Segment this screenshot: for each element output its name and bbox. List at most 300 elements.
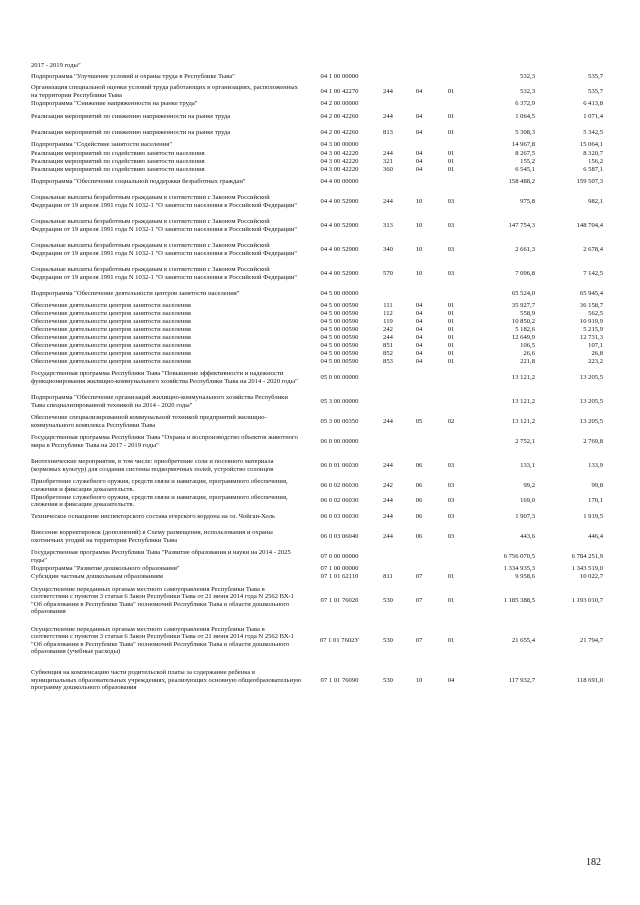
row-name: Организация специальной оценки условий труда работающих в организациях, расположенных на территории Республики Тыва — [31, 84, 298, 99]
row-expense-type: 853 — [383, 357, 393, 365]
row-section: 07 — [415, 572, 423, 580]
row-subsection: 01 — [447, 149, 455, 157]
row-code: 05 3 00 00000 — [320, 397, 359, 405]
row-expense-type: 244 — [383, 461, 393, 469]
row-expense-type: 530 — [383, 636, 393, 644]
row-amount-year-2: 65 945,4 — [579, 289, 603, 297]
row-section: 10 — [415, 197, 423, 205]
row-amount-year-2: 5 342,5 — [583, 128, 603, 136]
row-subsection — [433, 549, 469, 565]
row-code: 07 1 00 00000 — [320, 564, 359, 572]
row-subsection: 01 — [447, 333, 455, 341]
row-subsection — [433, 366, 469, 390]
row-code: 07 0 00 00000 — [320, 552, 359, 560]
row-subsection: 03 — [447, 461, 455, 469]
row-amount-year-2: 1 071,4 — [583, 112, 603, 120]
row-code: 04 5 00 00000 — [320, 289, 359, 297]
row-name: Государственная программа Республики Тыва "Повышение эффективности и надежности функционирования жилищно-коммунального хозяйства Республики Тыва на 2014 - 2020 годы" — [31, 370, 298, 385]
row-name: Субвенция на компенсацию части родительской платы за содержание ребенка в муниципальных образовательных учреждениях, реализующих основную общеобразовательную программу дошкольного образования — [31, 669, 302, 692]
table-row — [31, 334, 603, 342]
row-section — [405, 174, 433, 190]
row-amount-year-1 — [469, 62, 535, 70]
row-section: 10 — [415, 245, 423, 253]
row-name: Подпрограмма "Обеспечение деятельности центров занятости населения" — [31, 289, 240, 297]
row-code: 04 3 00 42220 — [320, 149, 359, 157]
row-amount-year-2: 562,5 — [588, 309, 603, 317]
row-section: 07 — [415, 636, 423, 644]
row-amount-year-1: 155,2 — [520, 157, 535, 165]
row-name: Подпрограмма "Обеспечение организаций жилищно-коммунального хозяйства Республики Тыва специализированной техникой на 2014 - 2020 годы" — [31, 394, 288, 409]
row-expense-type: 244 — [383, 197, 393, 205]
table-row — [31, 190, 603, 214]
row-expense-type: 244 — [383, 333, 393, 341]
row-section: 06 — [415, 497, 423, 505]
row-amount-year-1: 1 334 935,3 — [503, 564, 535, 572]
table-row — [31, 525, 603, 549]
table-row — [31, 454, 603, 478]
row-code: 04 2 00 00000 — [320, 100, 359, 108]
row-amount-year-1: 147 754,3 — [508, 221, 535, 229]
row-code: 04 5 00 00590 — [320, 349, 359, 357]
row-amount-year-2: 107,1 — [588, 341, 603, 349]
table-row — [31, 150, 603, 158]
row-expense-type: 530 — [383, 596, 393, 604]
row-expense-type — [371, 62, 405, 70]
table-row — [31, 350, 603, 358]
row-section — [405, 565, 433, 573]
row-amount-year-1: 5 308,3 — [515, 128, 535, 136]
row-code: 06 0 02 06030 — [320, 481, 359, 489]
row-section: 10 — [415, 221, 423, 229]
row-expense-type — [371, 100, 405, 109]
row-amount-year-1: 1 064,5 — [515, 112, 535, 120]
row-expense-type: 530 — [383, 676, 393, 684]
row-expense-type: 119 — [383, 317, 393, 325]
row-subsection: 01 — [447, 87, 455, 95]
row-subsection: 01 — [447, 349, 455, 357]
row-amount-year-2: 170,1 — [588, 497, 603, 505]
row-amount-year-1: 5 182,6 — [515, 325, 535, 333]
row-amount-year-2: 118 691,0 — [576, 676, 603, 684]
row-code: 04 5 00 00590 — [320, 301, 359, 309]
row-name: Реализация мероприятий по снижению напряженности на рынке труда — [31, 112, 231, 120]
row-section — [405, 100, 433, 109]
row-name: Обеспечение деятельности центров занятости населения — [31, 309, 191, 317]
row-name: Обеспечение деятельности центров занятости населения — [31, 317, 191, 325]
row-code: 04 2 00 42260 — [320, 112, 359, 120]
row-code: 07 1 01 62110 — [320, 572, 359, 580]
table-row — [31, 581, 603, 621]
row-expense-type: 811 — [383, 572, 393, 580]
row-subsection: 03 — [447, 497, 455, 505]
row-name: Обеспечение деятельности центров занятости населения — [31, 333, 191, 341]
row-amount-year-1: 975,8 — [520, 197, 535, 205]
row-section: 10 — [415, 676, 423, 684]
row-expense-type: 313 — [383, 221, 393, 229]
table-row — [31, 366, 603, 390]
row-name: Внесение корректировок (дополнений) в Схему размещения, использования и охраны охотничьих угодий на территории Республики Тыва — [31, 529, 273, 544]
row-name: Осуществление переданных органам местного самоуправления Республики Тыва в соответствии с пунктом 3 статьи 6 Закон Республики Тыва от 21 июня 2014 года N 2562 ВХ-1 "Об образовании в Республике Тыва" полномочий Республики Тыва в области дошкольного образования — [31, 585, 295, 615]
row-name: Подпрограмма "Развитие дошкольного образования" — [31, 564, 180, 572]
row-amount-year-2: 10 022,7 — [579, 572, 603, 580]
row-expense-type — [371, 366, 405, 390]
row-amount-year-1: 7 096,8 — [515, 269, 535, 277]
row-subsection: 03 — [447, 197, 455, 205]
row-subsection: 01 — [447, 128, 455, 136]
row-code: 07 1 01 76090 — [320, 676, 359, 684]
row-code: 07 1 01 76020 — [320, 596, 359, 604]
table-row — [31, 109, 603, 125]
table-row — [31, 661, 603, 701]
row-expense-type: 242 — [383, 481, 393, 489]
table-row — [31, 158, 603, 166]
row-section — [405, 366, 433, 390]
row-expense-type: 321 — [383, 157, 393, 165]
row-amount-year-2: 99,8 — [591, 481, 603, 489]
table-row — [31, 326, 603, 334]
row-code: 04 1 00 00000 — [320, 72, 359, 80]
row-subsection — [433, 62, 469, 70]
row-name: Обеспечение деятельности центров занятости населения — [31, 301, 191, 309]
row-code: 04 4 00 00000 — [320, 177, 359, 185]
table-row — [31, 141, 603, 150]
row-name: Социальные выплаты безработным гражданам в соответствии с Законом Российской Федерации от 19 апреля 1991 года N 1032-1 "О занятости населения в Российской Федерации" — [31, 266, 298, 281]
row-amount-year-2: 10 919,9 — [579, 317, 603, 325]
table-row — [31, 573, 603, 581]
row-amount-year-1: 8 267,5 — [515, 149, 535, 157]
row-name: Социальные выплаты безработным гражданам в соответствии с Законом Российской Федерации от 19 апреля 1991 года N 1032-1 "О занятости населения в Российской Федерации" — [31, 194, 298, 209]
row-section: 04 — [415, 87, 423, 95]
row-expense-type — [371, 70, 405, 84]
row-subsection — [433, 565, 469, 573]
table-row — [31, 214, 603, 238]
row-code: 04 4 00 52900 — [320, 197, 359, 205]
row-name: Реализация мероприятий по содействию занятости населения — [31, 149, 205, 157]
row-expense-type — [371, 174, 405, 190]
row-name: 2017 - 2019 годы" — [31, 62, 81, 69]
table-row — [31, 302, 603, 310]
row-amount-year-2: 36 158,7 — [579, 301, 603, 309]
row-subsection — [433, 390, 469, 414]
table-row — [31, 174, 603, 190]
row-section — [405, 549, 433, 565]
row-expense-type: 111 — [383, 301, 393, 309]
row-amount-year-1: 13 121,2 — [511, 397, 535, 405]
row-expense-type — [371, 565, 405, 573]
row-section — [405, 141, 433, 150]
row-expense-type: 244 — [383, 417, 393, 425]
row-code: 06 0 03 06040 — [320, 532, 359, 540]
row-amount-year-1: 12 649,9 — [511, 333, 535, 341]
row-code: 05 0 00 00000 — [320, 373, 359, 381]
table-row — [31, 125, 603, 141]
row-expense-type: 244 — [383, 112, 393, 120]
table-row — [31, 342, 603, 350]
row-section: 04 — [415, 157, 423, 165]
row-amount-year-1: 9 958,6 — [515, 572, 535, 580]
row-name: Техническое оснащение инспекторского состава егерского кордона на оз. Чойган-Холь — [31, 512, 276, 520]
row-expense-type: 244 — [383, 532, 393, 540]
row-expense-type: 360 — [383, 165, 393, 173]
row-subsection — [433, 286, 469, 302]
row-code: 04 5 00 00590 — [320, 309, 359, 317]
row-name: Реализация мероприятий по содействию занятости населения — [31, 157, 205, 165]
row-name: Обеспечение деятельности центров занятости населения — [31, 349, 191, 357]
row-code: 04 3 00 42220 — [320, 165, 359, 173]
row-code: 04 3 00 42220 — [320, 157, 359, 165]
row-section: 07 — [415, 596, 423, 604]
row-name: Субсидии частным дошкольным образованиям — [31, 572, 163, 580]
row-expense-type — [371, 390, 405, 414]
row-section: 04 — [415, 341, 423, 349]
row-name: Обеспечение специализированной коммунальной техникой предприятий жилищно-коммунального комплекса Республики Тыва — [31, 414, 267, 429]
row-expense-type: 570 — [383, 269, 393, 277]
row-section: 04 — [415, 357, 423, 365]
table-row — [31, 100, 603, 109]
row-name: Государственная программа Республики Тыва "Развитие образования и науки на 2014 - 2025 годы" — [31, 549, 291, 564]
row-amount-year-1: 1 185 388,5 — [503, 596, 535, 604]
row-section — [405, 430, 433, 454]
row-subsection — [433, 141, 469, 150]
table-row — [31, 262, 603, 286]
table-row — [31, 509, 603, 525]
row-amount-year-2: 6 413,8 — [583, 100, 603, 108]
row-section — [405, 70, 433, 84]
row-amount-year-1: 26,6 — [523, 349, 535, 357]
row-name: Подпрограмма "Снижение напряженности на рынке труда" — [31, 100, 198, 108]
row-amount-year-1: 6 756 070,5 — [503, 552, 535, 560]
row-amount-year-1: 65 524,0 — [511, 289, 535, 297]
row-amount-year-2: 446,4 — [588, 532, 603, 540]
row-section: 06 — [415, 512, 423, 520]
row-section: 04 — [415, 128, 423, 136]
table-row — [31, 62, 603, 70]
row-section — [405, 62, 433, 70]
row-amount-year-1: 158 488,2 — [508, 177, 535, 185]
row-code: 06 0 03 06030 — [320, 512, 359, 520]
row-name: Социальные выплаты безработным гражданам в соответствии с Законом Российской Федерации от 19 апреля 1991 года N 1032-1 "О занятости населения в Российской Федерации" — [31, 242, 298, 257]
table-row — [31, 358, 603, 366]
row-subsection: 01 — [447, 572, 455, 580]
table-row — [31, 390, 603, 414]
row-name: Обеспечение деятельности центров занятости населения — [31, 341, 191, 349]
row-subsection: 01 — [447, 325, 455, 333]
row-subsection: 01 — [447, 309, 455, 317]
row-subsection: 01 — [447, 636, 455, 644]
row-amount-year-1: 13 121,2 — [511, 373, 535, 381]
row-amount-year-1: 532,3 — [520, 72, 535, 80]
row-subsection: 04 — [447, 676, 455, 684]
row-expense-type — [371, 549, 405, 565]
row-amount-year-2: 223,2 — [588, 357, 603, 365]
row-amount-year-1: 35 927,7 — [511, 301, 535, 309]
row-amount-year-2: 535,7 — [588, 87, 603, 95]
row-expense-type — [371, 430, 405, 454]
row-section: 04 — [415, 309, 423, 317]
row-subsection — [433, 70, 469, 84]
row-section: 04 — [415, 333, 423, 341]
row-amount-year-1: 1 907,3 — [515, 512, 535, 520]
row-expense-type — [371, 286, 405, 302]
row-amount-year-2: 1 919,5 — [583, 512, 603, 520]
row-expense-type — [371, 141, 405, 150]
row-name: Реализация мероприятий по снижению напряженности на рынке труда — [31, 128, 231, 136]
row-expense-type: 244 — [383, 149, 393, 157]
table-row — [31, 414, 603, 430]
row-name: Приобретение служебного оружия, средств связи и навигации, программного обеспечения, слежения и фиксации доказательств. — [31, 478, 288, 493]
row-section: 05 — [415, 417, 423, 425]
row-code: 04 5 00 00590 — [320, 317, 359, 325]
row-name: Приобретение служебного оружия, средств связи и навигации, программного обеспечения, слежения и фиксации доказательств. — [31, 493, 288, 508]
row-subsection: 01 — [447, 341, 455, 349]
row-name: Обеспечение деятельности центров занятости населения — [31, 325, 191, 333]
row-amount-year-2: 13 205,5 — [579, 373, 603, 381]
table-row — [31, 318, 603, 326]
row-section — [405, 286, 433, 302]
row-section: 04 — [415, 165, 423, 173]
table-row — [31, 478, 603, 494]
row-code: 04 4 00 52900 — [320, 245, 359, 253]
row-amount-year-2: 6 587,1 — [583, 165, 603, 173]
row-expense-type: 244 — [383, 87, 393, 95]
row-subsection: 01 — [447, 301, 455, 309]
row-subsection: 03 — [447, 269, 455, 277]
row-amount-year-1: 13 121,2 — [511, 417, 535, 425]
row-code: 04 2 00 42260 — [320, 128, 359, 136]
row-name: Реализация мероприятий по содействию занятости населения — [31, 165, 205, 173]
row-amount-year-2: 8 320,7 — [583, 149, 603, 157]
row-code: 04 5 00 00590 — [320, 341, 359, 349]
table-row — [31, 621, 603, 661]
row-section: 06 — [415, 461, 423, 469]
row-amount-year-1: 2 661,3 — [515, 245, 535, 253]
row-section: 06 — [415, 532, 423, 540]
row-name: Социальные выплаты безработным гражданам в соответствии с Законом Российской Федерации от 19 апреля 1991 года N 1032-1 "О занятости населения в Российской Федерации" — [31, 218, 298, 233]
table-row — [31, 70, 603, 84]
row-expense-type: 813 — [383, 128, 393, 136]
row-subsection: 01 — [447, 596, 455, 604]
table-row — [31, 549, 603, 565]
row-code: 04 4 00 52900 — [320, 221, 359, 229]
row-amount-year-2: 1 193 010,7 — [571, 596, 603, 604]
row-subsection: 02 — [447, 417, 455, 425]
row-amount-year-2: 2 678,4 — [583, 245, 603, 253]
row-amount-year-2: 1 343 519,0 — [571, 564, 603, 572]
row-code: 06 0 00 00000 — [320, 437, 359, 445]
row-name: Обеспечение деятельности центров занятости населения — [31, 357, 191, 365]
row-amount-year-2: 6 784 251,9 — [571, 552, 603, 560]
table-row — [31, 310, 603, 318]
row-amount-year-1: 6 545,1 — [515, 165, 535, 173]
row-subsection: 03 — [447, 245, 455, 253]
row-amount-year-2: 156,2 — [588, 157, 603, 165]
row-subsection — [433, 174, 469, 190]
row-amount-year-2: 13 205,5 — [579, 417, 603, 425]
row-amount-year-2: 2 769,8 — [583, 437, 603, 445]
row-amount-year-1: 443,6 — [520, 532, 535, 540]
row-section: 04 — [415, 112, 423, 120]
row-amount-year-1: 169,0 — [520, 497, 535, 505]
row-code: 04 5 00 00590 — [320, 325, 359, 333]
row-amount-year-1: 558,9 — [520, 309, 535, 317]
row-amount-year-1: 221,8 — [520, 357, 535, 365]
row-code: 06 0 02 06030 — [320, 497, 359, 505]
row-subsection: 03 — [447, 532, 455, 540]
row-amount-year-1: 133,1 — [520, 461, 535, 469]
page-number: 182 — [586, 857, 601, 868]
row-amount-year-1: 117 932,7 — [508, 676, 535, 684]
row-amount-year-1: 532,3 — [520, 87, 535, 95]
row-section: 10 — [415, 269, 423, 277]
row-amount-year-2: 159 507,3 — [576, 177, 603, 185]
row-name: Подпрограмма "Обеспечение социальной поддержки безработных граждан" — [31, 177, 246, 185]
table-row — [31, 286, 603, 302]
row-section: 06 — [415, 481, 423, 489]
row-section: 04 — [415, 301, 423, 309]
row-expense-type: 112 — [383, 309, 393, 317]
row-code: 04 3 00 00000 — [320, 141, 359, 149]
row-code: 07 1 01 7602У — [319, 636, 360, 644]
row-amount-year-1: 2 752,1 — [515, 437, 535, 445]
row-amount-year-2: 26,8 — [591, 349, 603, 357]
row-amount-year-2: 7 142,5 — [583, 269, 603, 277]
row-section: 04 — [415, 349, 423, 357]
row-subsection: 01 — [447, 157, 455, 165]
row-amount-year-1: 99,2 — [523, 481, 535, 489]
budget-table — [31, 62, 603, 701]
table-row — [31, 166, 603, 174]
row-expense-type: 851 — [383, 341, 393, 349]
row-subsection: 01 — [447, 165, 455, 173]
row-amount-year-2: 535,7 — [588, 72, 603, 80]
table-row — [31, 84, 603, 100]
row-amount-year-1: 6 372,9 — [515, 100, 535, 108]
row-expense-type: 340 — [383, 245, 393, 253]
row-subsection: 03 — [447, 512, 455, 520]
row-section — [405, 390, 433, 414]
row-amount-year-1: 10 850,2 — [511, 317, 535, 325]
row-amount-year-2: 148 704,4 — [576, 221, 603, 229]
row-amount-year-2 — [535, 62, 603, 70]
row-expense-type: 242 — [383, 325, 393, 333]
row-code: 04 5 00 00590 — [320, 333, 359, 341]
row-subsection: 01 — [447, 317, 455, 325]
row-amount-year-2: 982,1 — [588, 197, 603, 205]
row-amount-year-2: 5 215,9 — [583, 325, 603, 333]
row-amount-year-2: 133,9 — [588, 461, 603, 469]
row-expense-type: 244 — [383, 512, 393, 520]
row-expense-type: 244 — [383, 497, 393, 505]
row-subsection — [433, 430, 469, 454]
row-subsection: 03 — [447, 481, 455, 489]
row-code: 04 5 00 00590 — [320, 357, 359, 365]
row-code: 04 4 00 52900 — [320, 269, 359, 277]
row-subsection: 03 — [447, 221, 455, 229]
row-name: Государственная программа Республики Тыва "Охрана и воспроизводство объектов животного мира в Республике Тыва на 2017 - 2019 годы" — [31, 434, 298, 449]
row-amount-year-1: 14 967,8 — [511, 141, 535, 149]
table-row — [31, 494, 603, 509]
row-amount-year-1: 21 655,4 — [511, 636, 535, 644]
row-code: 04 1 00 42270 — [320, 87, 359, 95]
row-amount-year-2: 21 794,7 — [579, 636, 603, 644]
table-row — [31, 238, 603, 262]
row-code: 05 3 00 00350 — [320, 417, 359, 425]
row-name: Биотехнические мероприятия, в том числе: приобретение соли и посевного материала (кормовых культур) для создания системы подкормочных полей, устройство солонцов — [31, 458, 274, 473]
row-section: 04 — [415, 149, 423, 157]
row-expense-type: 852 — [383, 349, 393, 357]
row-name: Осуществление переданных органам местного самоуправления Республики Тыва в соответствии с пунктом 3 статьи 6 Закон Республики Тыва от 21 июня 2014 года N 2562 ВХ-1 "Об образовании в Республике Тыва" полномочий Республики Тыва в области дошкольного образования (учебные расходы) — [31, 625, 295, 655]
row-subsection: 01 — [447, 357, 455, 365]
